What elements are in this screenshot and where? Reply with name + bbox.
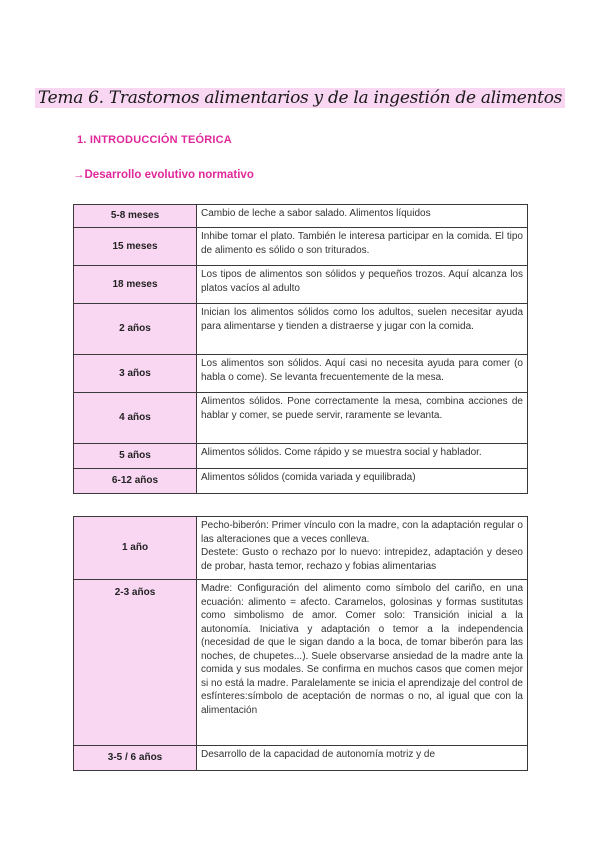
table-row bbox=[74, 304, 528, 355]
age-cell: 18 meses bbox=[74, 266, 197, 304]
subsection-heading: →Desarrollo evolutivo normativo bbox=[73, 169, 254, 181]
description-paragraph: Madre: Configuración del alimento como símbolo del cariño, en una ecuación: alimento = afecto. Caramelos, golosinas y formas sustitutas como simbolismo de amor. Comer solo: Transición inicial a la autonomía. Iniciativa y adaptación o temor a la independencia (necesidad de que le sigan dando a la boca, de tomar biberón para las noches, de chupetes...). Suele observarse ansiedad de la madre ante la comida y sus modales. Se confirma en muchos casos que comen mejor si no está la madre. Paralelamente se inicia el aprendizaje del control de esfínteres:símbolo de aceptación de normas o no, al igual que con la alimentación bbox=[201, 583, 523, 716]
age-cell: 4 años bbox=[74, 393, 197, 444]
table-row bbox=[74, 266, 528, 304]
psychological-development-table bbox=[73, 516, 528, 771]
description-cell: Inhibe tomar el plato. También le interesa participar en la comida. El tipo de alimento es sólido o son triturados. bbox=[197, 228, 528, 266]
page-title bbox=[0, 88, 600, 108]
table-row bbox=[74, 517, 528, 580]
description-cell: Alimentos sólidos. Come rápido y se muestra social y hablador. bbox=[197, 444, 528, 469]
description-cell: Los tipos de alimentos son sólidos y pequeños trozos. Aquí alcanza los platos vacíos al adulto bbox=[197, 266, 528, 304]
description-cell: Alimentos sólidos (comida variada y equilibrada) bbox=[197, 469, 528, 494]
age-cell: 5-8 meses bbox=[74, 205, 197, 228]
section-heading: 1. INTRODUCCIÓN TEÓRICA bbox=[77, 134, 232, 146]
table-row bbox=[74, 355, 528, 393]
age-cell: 2-3 años bbox=[74, 580, 197, 746]
table-row bbox=[74, 444, 528, 469]
table-row bbox=[74, 469, 528, 494]
table-row bbox=[74, 580, 528, 746]
table-row bbox=[74, 205, 528, 228]
description-cell: Cambio de leche a sabor salado. Alimentos líquidos bbox=[197, 205, 528, 228]
age-cell: 6-12 años bbox=[74, 469, 197, 494]
description-cell: Alimentos sólidos. Pone correctamente la mesa, combina acciones de hablar y comer, se puede servir, raramente se levanta. bbox=[197, 393, 528, 444]
table-row bbox=[74, 228, 528, 266]
age-cell: 1 año bbox=[74, 517, 197, 580]
age-cell: 3-5 / 6 años bbox=[74, 746, 197, 771]
age-cell: 3 años bbox=[74, 355, 197, 393]
description-paragraph: Destete: Gusto o rechazo por lo nuevo: intrepidez, adaptación y deseo de probar, hasta temor, rechazo y fobias alimentarias bbox=[201, 547, 523, 572]
description-cell bbox=[197, 517, 528, 580]
description-paragraph: Pecho-biberón: Primer vínculo con la madre, con la adaptación regular o las alteraciones que a veces conlleva. bbox=[201, 520, 523, 545]
description-cell bbox=[197, 580, 528, 746]
table-row bbox=[74, 746, 528, 771]
description-cell bbox=[197, 746, 528, 771]
age-cell: 2 años bbox=[74, 304, 197, 355]
description-cell: Los alimentos son sólidos. Aquí casi no necesita ayuda para comer (o habla o come). Se levanta frecuentemente de la mesa. bbox=[197, 355, 528, 393]
table-row bbox=[74, 393, 528, 444]
description-paragraph: Desarrollo de la capacidad de autonomía motriz y de bbox=[201, 749, 436, 760]
page-title-text: Tema 6. Trastornos alimentarios y de la ingestión de alimentos bbox=[35, 88, 565, 108]
age-cell: 15 meses bbox=[74, 228, 197, 266]
description-cell: Inician los alimentos sólidos como los adultos, suelen necesitar ayuda para alimentarse y tienden a distraerse y jugar con la comida. bbox=[197, 304, 528, 355]
development-table bbox=[73, 204, 528, 494]
age-cell: 5 años bbox=[74, 444, 197, 469]
